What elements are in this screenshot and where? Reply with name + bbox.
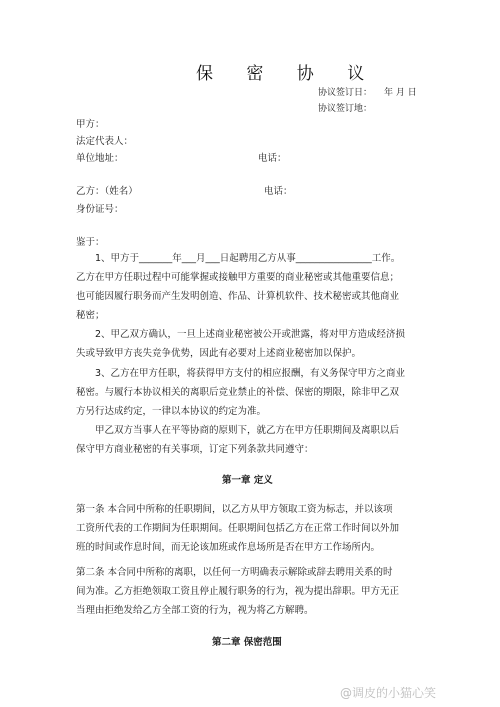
preamble-item-1: [76, 249, 432, 325]
text-line: 3、乙方在甲方任职，将获得甲方支付的相应报酬，有义务保守甲方之商业: [95, 368, 406, 379]
text-line: 第二条 本合同中所称的离职，以任何一方明确表示解除或辞去聘用关系的时: [76, 567, 393, 578]
text-line: 1、甲方于_______年___月___日起聘用乙方从事________________工作。: [95, 253, 401, 264]
text-line: 当理由拒绝发给乙方全部工资的行为，视为将乙方解聘。: [76, 605, 314, 616]
chapter-2-heading: 第二章 保密范围: [212, 637, 282, 648]
chapter-1-heading: 第一章 定义: [222, 475, 273, 486]
party-a-label: 甲方：: [76, 119, 105, 130]
sign-date-label: 协议签订日：: [318, 88, 373, 98]
sign-place-label: 协议签订地：: [318, 104, 373, 114]
article-1: [76, 500, 432, 557]
text-line: 秘密；: [76, 310, 105, 321]
text-line: 2、甲乙双方确认，一旦上述商业秘密被公开或泄露，将对甲方造成经济损: [95, 329, 406, 340]
party-b-phone-label: 电话：: [264, 186, 293, 197]
legal-rep-label: 法定代表人：: [76, 136, 134, 147]
page-title: 保 密 协 议: [196, 64, 379, 84]
text-line: 间为准。乙方拒绝领取工资且停止履行职务的行为，视为提出辞职。甲方无正: [76, 586, 400, 597]
preamble-intro: 鉴于：: [76, 237, 105, 248]
text-line: 第一条 本合同中所称的任职期间，以乙方从甲方领取工资为标志，并以该项: [76, 504, 393, 515]
agreement-paragraph: [76, 421, 432, 459]
text-line: 秘密。与履行本协议相关的离职后竞业禁止的补偿、保密的期限，除非甲乙双: [76, 387, 400, 398]
text-line: 方另行达成约定，一律以本协议的约定为准。: [76, 406, 267, 417]
id-number-label: 身份证号：: [76, 204, 124, 215]
text-line: 失或导致甲方丧失竞争优势，因此有必要对上述商业秘密加以保护。: [76, 348, 362, 359]
text-line: 工资所代表的工作期间为任职期间。任职期间包括乙方在正常工作时间以外加: [76, 523, 400, 534]
article-2: [76, 563, 432, 620]
text-line: 乙方在甲方任职过程中可能掌握或接触甲方重要的商业秘密或其他重要信息；: [76, 272, 400, 283]
watermark: @调皮的小猫心笑: [340, 686, 437, 700]
sign-date-value: 年 月 日: [384, 88, 417, 98]
party-b-label: 乙方：（姓名）: [76, 186, 138, 197]
preamble-item-3: [76, 364, 432, 421]
text-line: 班的时间或作息时间，而无论该加班或作息场所是否在甲方工作场所内。: [76, 542, 381, 553]
text-line: 甲乙双方当事人在平等协商的原则下，就乙方在甲方任职期间及离职以后: [95, 425, 400, 436]
text-line: 也可能因履行职务而产生发明创造、作品、计算机软件、技术秘密或其他商业: [76, 291, 400, 302]
preamble-item-2: [76, 325, 432, 363]
party-a-phone-label: 电话：: [258, 153, 287, 164]
text-line: 保守甲方商业秘密的有关事项，订定下列条款共同遵守：: [76, 444, 314, 455]
address-label: 单位地址：: [76, 153, 124, 164]
